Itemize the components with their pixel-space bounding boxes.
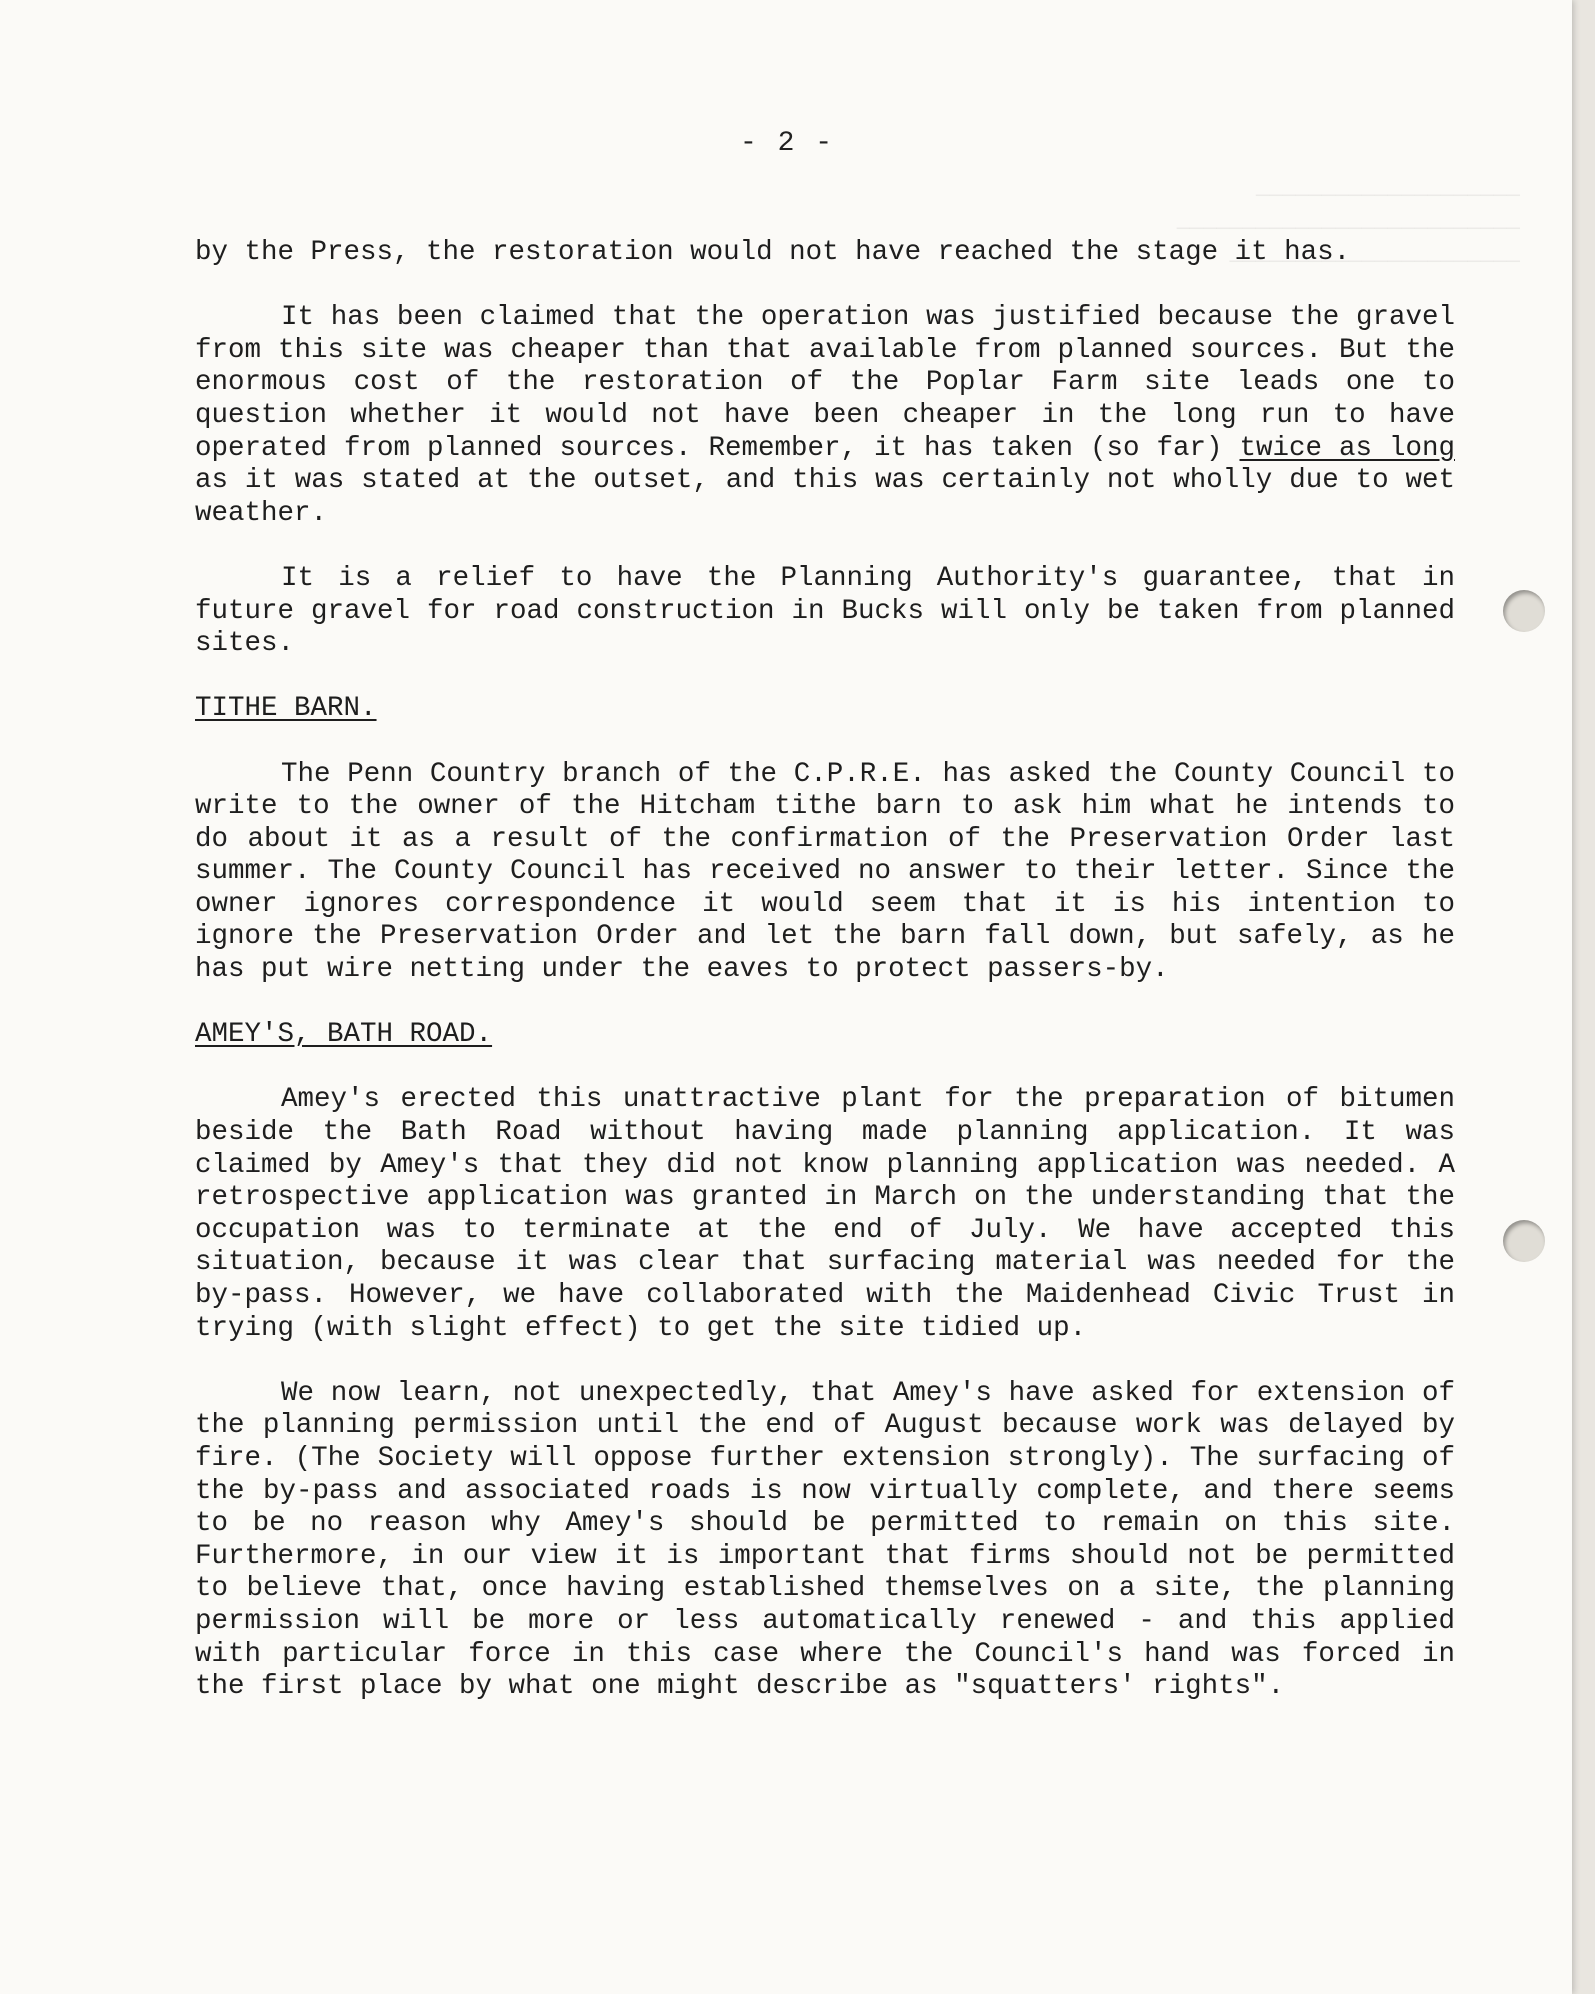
section-heading-ameys-bath-road: AMEY'S, BATH ROAD. xyxy=(195,1019,493,1051)
paragraph-gravel-text-before: It has been claimed that the operation was justified because the gravel from this site was cheaper than that available from planned sources. But the enormous cost of the restoration of the Poplar Farm site leads one to question whether it would not have been cheaper in the long run to have operated from planned sources. Remember, it has taken (so far) xyxy=(195,302,1455,464)
paragraph-gravel-text-after: as it was stated at the outset, and this was certainly not wholly due to wet weather. xyxy=(195,465,1455,529)
punch-hole-upper xyxy=(1503,590,1545,632)
paragraph-tithe-barn: The Penn Country branch of the C.P.R.E. has asked the County Council to write to the owner of the Hitcham tithe barn to ask him what he intends to do about it as a result of the confirmation of the Preservation Order last summer. The County Council has received no answer to their letter. Since the owner ignores correspondence it would seem that it is his intention to ignore the Preservation Order and let the barn fall down, but safely, as he has put wire netting under the eaves to protect passers-by. xyxy=(195,758,1455,986)
letter-body xyxy=(195,237,1455,1736)
reverse-side-show-through: ──────────────────── ────────────────────────── ────────────────────── xyxy=(1176,184,1520,275)
paragraph-ameys-plant: Amey's erected this unattractive plant for the preparation of bitumen beside the Bath Road without having made planning application. It was claimed by Amey's that they did not know planning application was needed. A retrospective application was granted in March on the understanding that the occupation was to terminate at the end of July. We have accepted this situation, because it was clear that surfacing material was needed for the by-pass. However, we have collaborated with the Maidenhead Civic Trust in trying (with slight effect) to get the site tidied up. xyxy=(195,1084,1455,1344)
section-heading-tithe-barn: TITHE BARN. xyxy=(195,693,377,725)
paragraph-ameys-extension: We now learn, not unexpectedly, that Amey's have asked for extension of the planning permission until the end of August because work was delayed by fire. (The Society will oppose further extension strongly). The surfacing of the by-pass and associated roads is now virtually complete, and there seems to be no reason why Amey's should be permitted to remain on this site. Furthermore, in our view it is important that firms should not be permitted to believe that, once having established themselves on a site, the planning permission will be more or less automatically renewed - and this applied with particular force in this case where the Council's hand was forced in the first place by what one might describe as "squatters' rights". xyxy=(195,1377,1455,1703)
paragraph-press: by the Press, the restoration would not have reached the stage it has. xyxy=(195,237,1351,268)
page-number: - 2 - xyxy=(740,128,835,159)
underlined-phrase: twice as long xyxy=(1239,432,1455,464)
paragraph-gravel xyxy=(195,302,1455,530)
punch-hole-lower xyxy=(1503,1220,1545,1262)
paragraph-relief: It is a relief to have the Planning Authority's guarantee, that in future gravel for road construction in Bucks will only be taken from planned sites. xyxy=(195,562,1455,660)
